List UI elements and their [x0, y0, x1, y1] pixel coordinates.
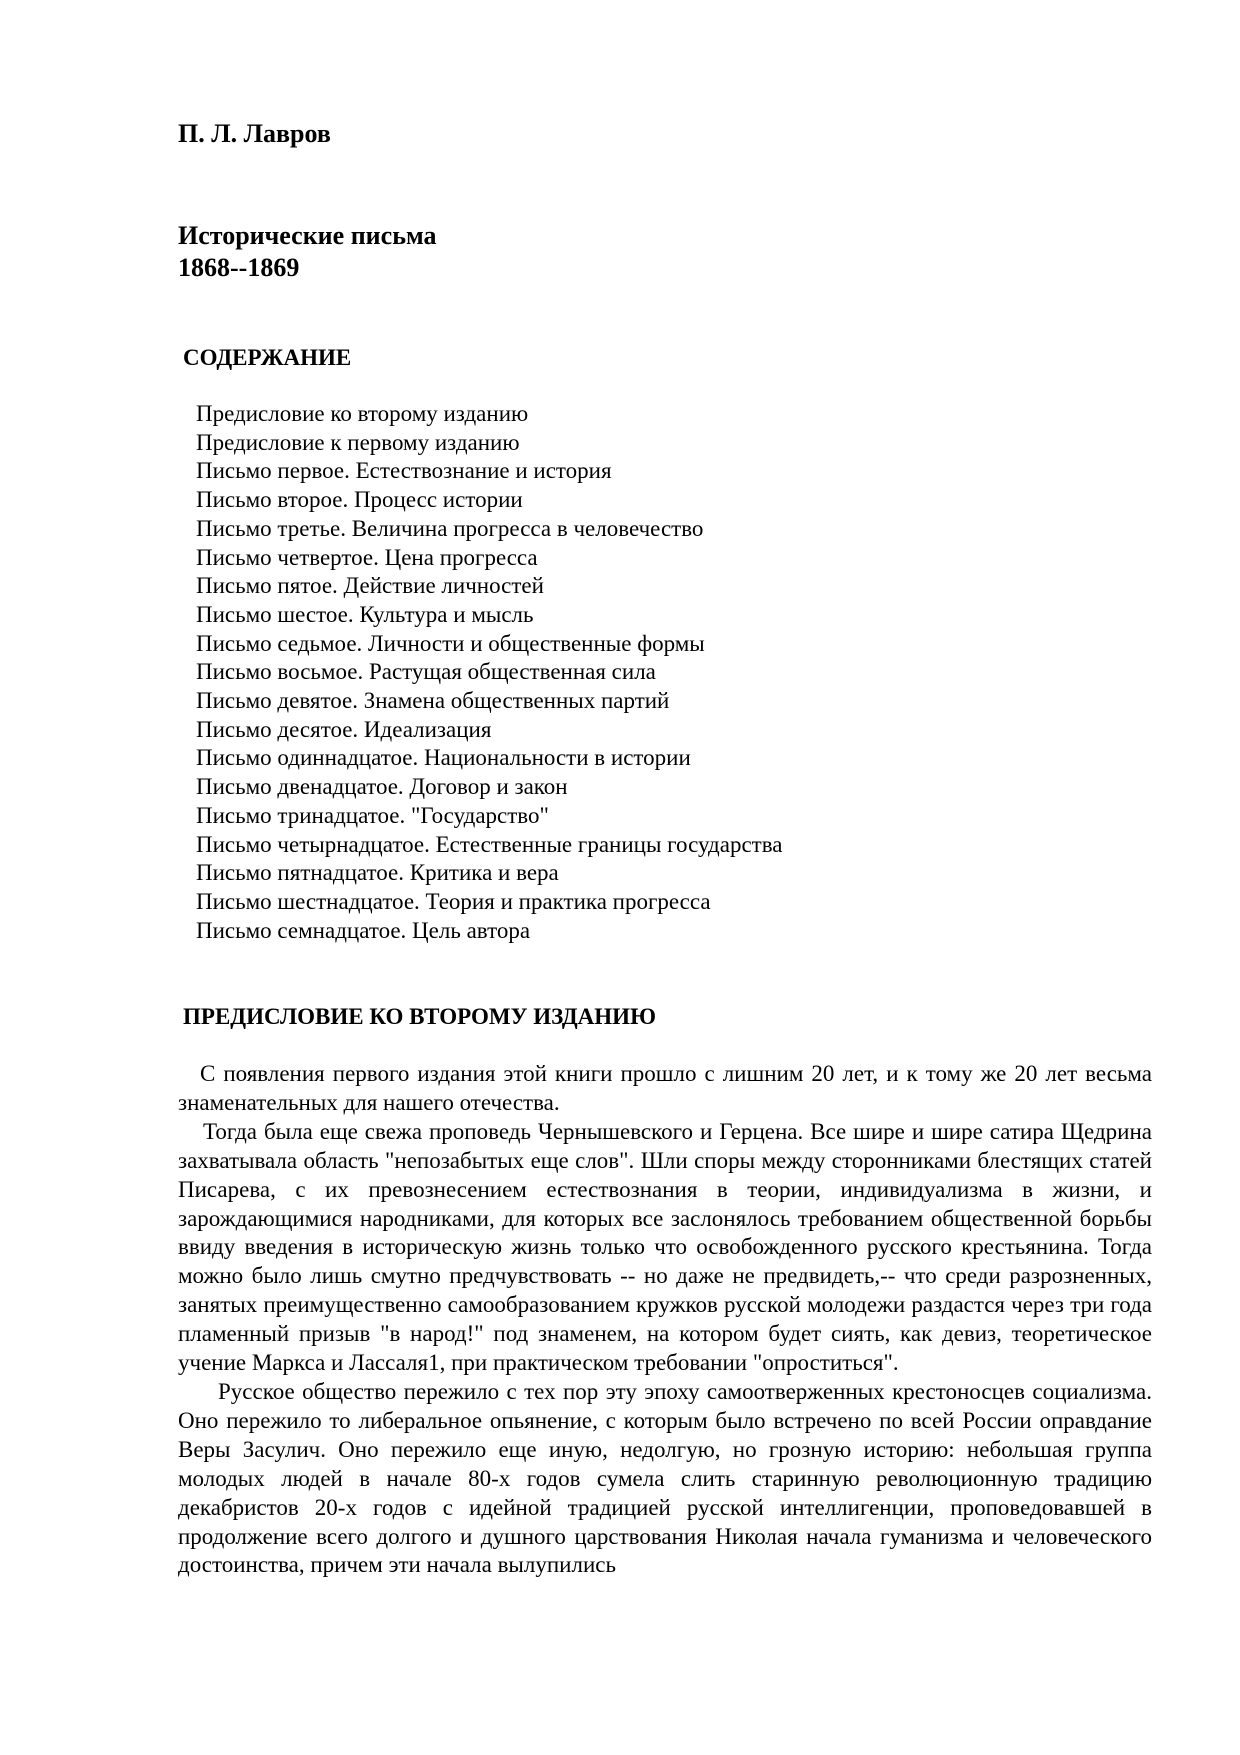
- table-of-contents: [196, 400, 783, 945]
- paragraph: Русское общество пережило с тех пор эту эпоху самоотверженных крестоносцев социализма. Оно пережило то либеральное опьянение, с которым было встречено по всей России оправдание Веры Засулич. Оно пережило еще иную, недолгую, но грозную историю: небольшая группа молодых людей в начале 80-х годов сумела слить старинную революционную традицию декабристов 20-х годов с идейной традицией русской интеллигенции, проповедовавшей в продолжение всего долгого и душного царствования Николая начала гуманизма и человеческого достоинства, причем эти начала вылупились: [178, 1378, 1152, 1578]
- title-line: Исторические письма: [178, 221, 437, 250]
- toc-item: Письмо шестое. Культура и мысль: [196, 601, 534, 627]
- paragraph: Тогда была еще свежа проповедь Чернышевского и Герцена. Все шире и шире сатира Щедрина захватывала область "непозабытых еще слов". Шли споры между сторонниками блестящих статей Писарева, с их превознесением естествознания в теории, индивидуализма в жизни, и зарождающимися народниками, для которых все заслонялось требованием общественной борьбы ввиду введения в историческую жизнь только что освобожденного русского крестьянина. Тогда можно было лишь смутно предчувствовать -- но даже не предвидеть,-- что среди разрозненных, занятых преимущественно самообразованием кружков русской молодежи раздастся через три года пламенный призыв "в народ!" под знаменем, на котором будет сиять, как девиз, теоретическое учение Маркса и Лассаля1, при практическом требовании "опроститься".: [178, 1118, 1152, 1376]
- toc-item: Письмо двенадцатое. Договор и закон: [196, 774, 568, 800]
- toc-item: Письмо второе. Процесс истории: [196, 487, 523, 513]
- document-title: [178, 220, 436, 284]
- section-heading: ПРЕДИСЛОВИЕ КО ВТОРОМУ ИЗДАНИЮ: [183, 1004, 656, 1029]
- toc-item: Письмо шестнадцатое. Теория и практика прогресса: [196, 888, 711, 914]
- toc-item: Письмо первое. Естествознание и история: [196, 458, 612, 484]
- preface-body: [178, 1060, 1152, 1580]
- toc-item: Письмо пятое. Действие личностей: [196, 573, 544, 599]
- toc-item: Письмо седьмое. Личности и общественные формы: [196, 630, 705, 656]
- title-years: 1868--1869: [178, 253, 300, 282]
- author-name: П. Л. Лавров: [178, 119, 331, 148]
- toc-item: Предисловие к первому изданию: [196, 429, 520, 455]
- toc-item: Письмо девятое. Знамена общественных партий: [196, 688, 670, 714]
- toc-item: Письмо четырнадцатое. Естественные границы государства: [196, 831, 783, 857]
- toc-item: Письмо восьмое. Растущая общественная сила: [196, 659, 656, 685]
- toc-item: Письмо третье. Величина прогресса в человечество: [196, 515, 704, 541]
- toc-item: Предисловие ко второму изданию: [196, 401, 529, 426]
- paragraph: С появления первого издания этой книги прошло с лишним 20 лет, и к тому же 20 лет весьма знаменательных для нашего отечества.: [178, 1061, 1152, 1115]
- toc-item: Письмо тринадцатое. "Государство": [196, 802, 549, 828]
- toc-item: Письмо семнадцатое. Цель автора: [196, 917, 531, 943]
- toc-item: Письмо десятое. Идеализация: [196, 716, 492, 742]
- toc-item: Письмо четвертое. Цена прогресса: [196, 544, 538, 570]
- toc-item: Письмо одиннадцатое. Национальности в истории: [196, 745, 691, 771]
- toc-heading: СОДЕРЖАНИЕ: [183, 345, 352, 370]
- toc-item: Письмо пятнадцатое. Критика и вера: [196, 860, 559, 886]
